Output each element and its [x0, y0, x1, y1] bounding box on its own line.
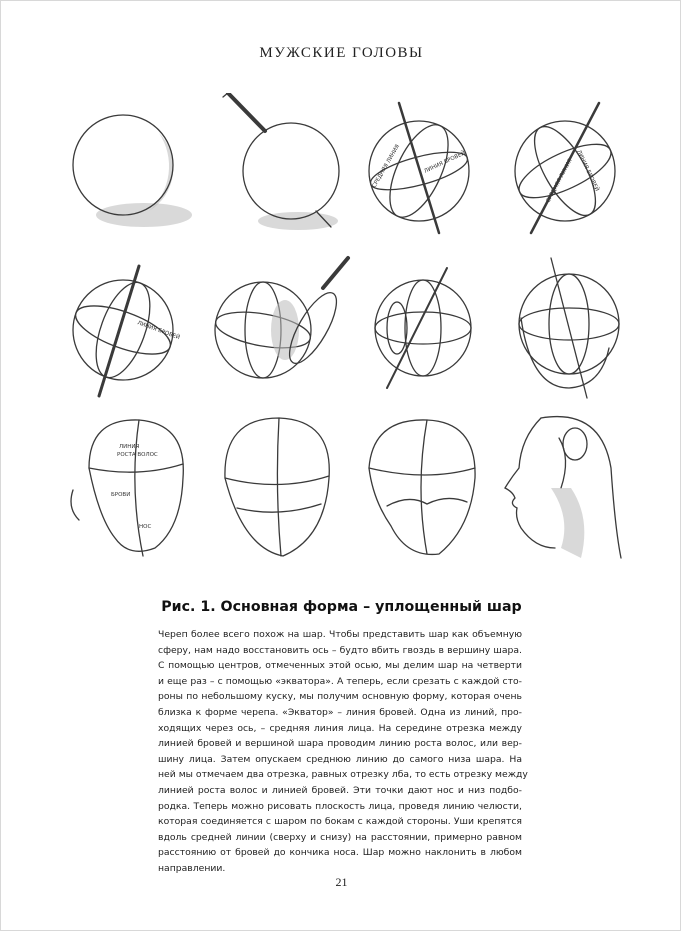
label-brow-line-2: ЛИНИЯ БРОВЕЙ [575, 149, 600, 193]
body-line: шину лица. Затем опускаем среднюю линию до самого низа шара. На [158, 753, 522, 765]
figure-caption: Рис. 1. Основная форма – уплощенный шар [161, 599, 522, 615]
body-text [158, 627, 528, 877]
label-brow-line-3: ЛИНИЯ БРОВЕЙ [136, 320, 181, 342]
sketch-sphere-middle-line [347, 93, 495, 253]
sketch-sphere-slice [203, 248, 351, 408]
label-brow-line: ЛИНИЯ БРОВЕЙ [423, 150, 467, 175]
page-number: 21 [335, 875, 348, 889]
sketch-head-labels [59, 408, 207, 568]
body-line: роны по небольшому куску, мы получим основную форму, которая очень [158, 691, 522, 703]
body-line: С помощью центров, отмеченных этой осью, мы делим шар на четверти [158, 660, 522, 672]
sketch-head-three-quarter [347, 408, 495, 568]
sketch-head-basic-form [491, 248, 639, 408]
body-line: близка к форме черепа. «Экватор» – линия бровей. Одна из линий, про- [158, 706, 522, 718]
page-header: МУЖСКИЕ ГОЛОВЫ [259, 45, 424, 61]
sketch-sphere-with-axis [203, 93, 351, 253]
body-line: и еще раз – с помощью «экватора». А теперь, если срезать с каждой сто- [158, 675, 522, 687]
label-middle-line: СРЕДНЯЯ ЛИНИЯ [371, 143, 402, 189]
body-line: вдоль средней линии (сверху и снизу) на расстоянии, примерно равном [158, 831, 522, 843]
body-line: ходящих через ось, – средняя линия лица. На середине отрезка между [158, 722, 522, 734]
sketch-tilted-sphere [59, 248, 207, 408]
head-construction-figure [51, 73, 641, 573]
sketch-head-profile-face [491, 408, 639, 568]
body-line: ней мы отмечаем два отрезка, равных отрезку лба, то есть отрезку между [158, 769, 528, 781]
label-brows: БРОВИ [111, 492, 131, 498]
label-middle-line-2: СРЕДНЯЯ ЛИНИЯ [545, 158, 574, 204]
sketch-flattened-sphere [347, 248, 495, 408]
label-hairline: РОСТА ВОЛОС [117, 452, 158, 458]
label-line: ЛИНИЯ [119, 444, 140, 450]
body-line: сферу, нам надо восстановить ось – будто вбить гвоздь в вершину шара. [158, 644, 522, 656]
body-line: которая соединяется с шаром по бокам с каждой стороны. Уши крепятся [158, 816, 522, 828]
sketch-sphere-brow-line [491, 93, 639, 253]
body-line: линией роста волос и линией бровей. Эти точки дают нос и низ подбо- [158, 784, 522, 796]
label-nose: НОС [139, 524, 152, 530]
sketch-plain-sphere [59, 93, 207, 253]
body-line: расстоянию от бровей до кончика носа. Шар можно наклонить в любом [158, 847, 522, 859]
body-line: направлении. [158, 862, 226, 874]
body-line: Череп более всего похож на шар. Чтобы представить шар как объемную [158, 629, 522, 640]
body-line: линией бровей и вершиной шара проводим линию роста волос, или вер- [158, 738, 522, 750]
sketch-head-front [203, 408, 351, 568]
body-line: родка. Теперь можно рисовать плоскость лица, проведя линию челюсти, [158, 800, 522, 812]
